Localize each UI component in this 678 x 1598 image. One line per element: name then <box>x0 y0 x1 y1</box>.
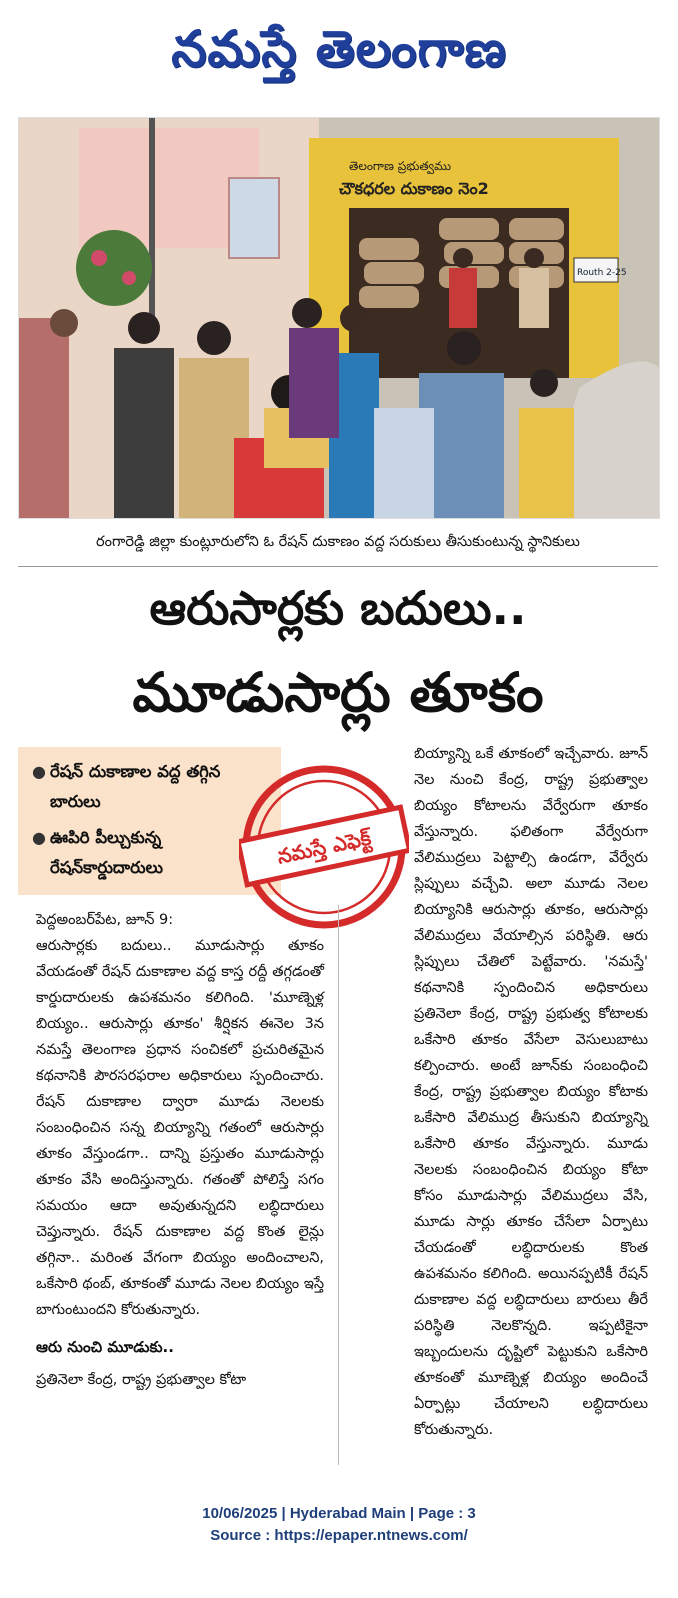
newspaper-title: నమస్తే తెలంగాణ <box>171 19 507 78</box>
column-divider <box>338 905 339 1465</box>
edition-info: 10/06/2025 | Hyderabad Main | Page : 3 <box>202 1505 476 1522</box>
article-paragraph: బియ్యాన్ని ఒకే తూకంలో ఇచ్చేవారు. జూన్ నెల నుంచి కేంద్ర, రాష్ట్ర ప్రభుత్వాల బియ్యం కోటాలను వేర్వేరుగా తూకం వేస్తున్నారు. ఫలితంగా వేర్వేరుగా వేలిముద్రలు పెట్టాల్సి ఉండగా, వేర్వేరు స్లిప్పులు వచ్చేవి. అలా మూడు నెలల బియ్యానికి ఆరుసార్లు తూకం, ఆరుసార్లు వేలిముద్రలు వేయాల్సిన పరిస్థితి. ఆరు స్లిప్పులు చేతిలో పెట్టేవారు. 'నమస్తే' కథనానికి స్పందించిన అధికారులు ప్రతినెలా కేంద్ర, రాష్ట్ర ప్రభుత్వ కోటాలకు ఒకేసారి తూకం వేసేలా వెసులుబాటు కల్పించారు. అంటే జూన్‌కు సంబంధించి కేంద్ర, రాష్ట్ర ప్రభుత్వాల బియ్యం కోటాకు ఒకేసారి వేలిముద్ర తీసుకుని బియ్యాన్ని ఒకేసారి తూకం వేస్తున్నారు. మూడు నెలలకు సంబంధించిన బియ్యం కోటా కోసం మూడుసార్లు వేలిముద్రలు వేసి, మూడు సార్లు తూకం చేసేలా ఏర్పాటు చేయడంతో లబ్ధిదారులకు కొంత ఉపశమనం కలిగింది. అయినప్పటికీ రేషన్ దుకాణాల వద్ద లబ్ధిదారులు బారులు తీరే పరిస్థితి నెలకొన్నది. ఇప్పటికైనా ఇబ్బందులను దృష్టిలో పెట్టుకుని ఒకేసారి తూకంతో మూణ్నెళ్ల బియ్యం అందించే ఏర్పాట్లు చేయాలని లబ్ధిదారులు కోరుతున్నారు. <box>414 746 648 1438</box>
masthead <box>0 0 678 110</box>
shop-board-text: Routh 2-25 <box>577 268 627 278</box>
article-subheading: ఆరు నుంచి మూడుకు.. <box>36 1338 174 1356</box>
page-footer <box>0 1503 678 1547</box>
article-paragraph: ఆరుసార్లకు బదులు.. మూడుసార్లు తూకం వేయడంతో రేషన్ దుకాణాల వద్ద కాస్త రద్దీ తగ్గడంతో కార్డుదారులకు ఉపశమనం కలిగింది. 'మూణ్నెళ్ల బియ్యం.. ఆరుసార్లు తూకం' శీర్షికన ఈనెల 3న నమస్తే తెలంగాణ ప్రధాన సంచికలో ప్రచురితమైన కథనానికి పౌరసరఫరాల అధికారులు స్పందించారు. రేషన్ దుకాణాల ద్వారా మూడు నెలలకు సంబంధించిన సన్న బియ్యాన్ని గతంలో ఆరుసార్లు తూకం వేస్తుండగా.. దాన్ని ప్రస్తుతం మూడుసార్లు తూకం వేసి అందిస్తున్నారు. గతంతో పోలిస్తే సగం సమయం ఆదా అవుతున్నదని లబ్ధిదారులు చెప్తున్నారు. రేషన్ దుకాణాల వద్ద కొంత లైన్లు తగ్గినా.. మరింత వేగంగా బియ్యం అందించాలని, ఒకేసారి థంబ్, తూకంతో మూడు నెలల బియ్యం ఇస్తే బాగుంటుందని కోరుతున్నారు. <box>36 938 324 1318</box>
source-link[interactable]: Source : https://epaper.ntnews.com/ <box>210 1527 468 1544</box>
article-dateline: పెద్దఅంబర్‌పేట, జూన్ 9: <box>36 912 174 928</box>
ration-shop-photo <box>19 118 659 518</box>
bullet-icon: ● <box>32 762 46 781</box>
headline-line-2: మూడుసార్లు తూకం <box>132 661 544 724</box>
shop-sign-line1: తెలంగాణ ప్రభుత్వము <box>349 159 452 173</box>
stamp-text: నమస్తే ఎఫెక్ట్ <box>274 825 374 869</box>
article-left-column <box>36 907 324 1393</box>
article-right-column <box>414 741 648 1443</box>
shop-sign-line2: చౌకధరల దుకాణం నెం2 <box>339 179 489 198</box>
headline-line-1: ఆరుసార్లకు బదులు.. <box>149 581 527 635</box>
highlight-item <box>32 823 271 883</box>
news-photo <box>18 117 660 519</box>
highlight-text: రేషన్ దుకాణాల వద్ద తగ్గిన బారులు <box>50 762 221 811</box>
photo-caption: రంగారెడ్డి జిల్లా కుంట్లూరులోని ఓ రేషన్ దుకాణం వద్ద సరుకులు తీసుకుంటున్న స్థానికులు <box>96 534 580 550</box>
article-paragraph: ప్రతినెలా కేంద్ర, రాష్ట్ర ప్రభుత్వాల కోటా <box>36 1372 247 1388</box>
highlight-item <box>32 757 271 817</box>
highlight-text: ఊపిరి పీల్చుకున్న రేషన్‌కార్డుదారులు <box>50 828 163 877</box>
caption-divider <box>18 566 658 567</box>
bullet-icon: ● <box>32 828 46 847</box>
